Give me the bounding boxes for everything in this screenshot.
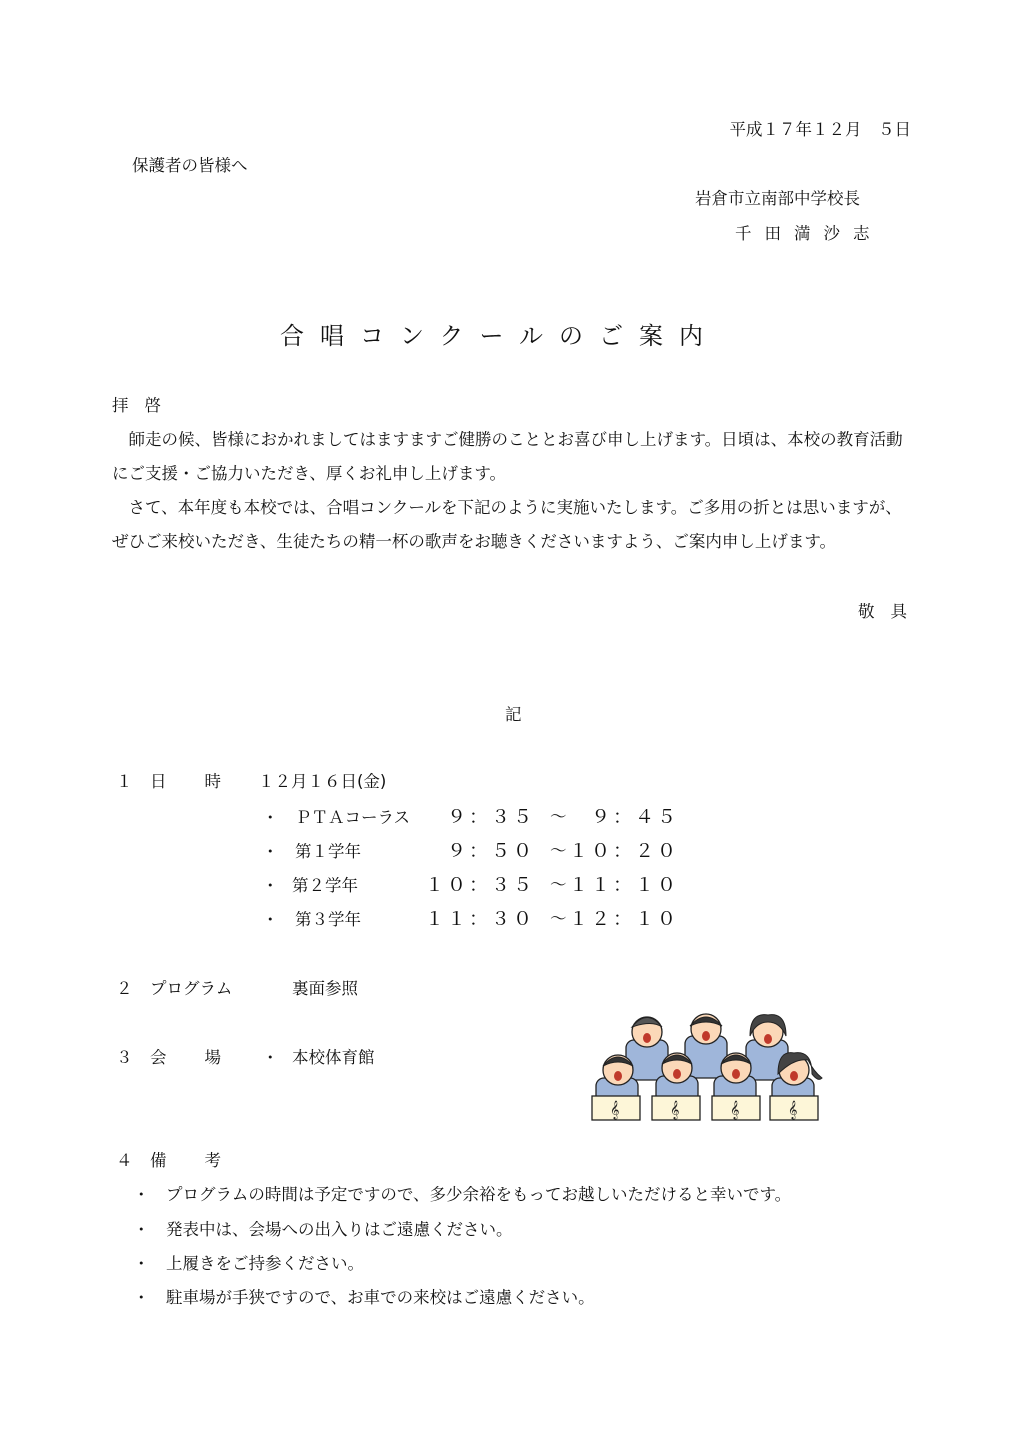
schedule-bullet: ・ (262, 876, 279, 895)
schedule-start: ９：５０ (446, 840, 535, 862)
item-2-number: ２ (116, 979, 133, 998)
item-1-date: １２月１６日(金) (258, 772, 387, 791)
sender-org: 岩倉市立南部中学校長 (695, 189, 860, 208)
schedule-name: ＰＴＡコーラス (295, 808, 411, 827)
svg-text:𝄞: 𝄞 (670, 1100, 680, 1119)
item-3-value: 本校体育館 (292, 1048, 375, 1067)
item-1-number: １ (116, 772, 133, 791)
item-3-label: 会場 (150, 1048, 259, 1067)
schedule-bullet: ・ (262, 910, 279, 929)
document-title: 合唱コンクールのご案内 (280, 322, 720, 350)
schedule-end: １１：１０ (568, 874, 679, 896)
notes-bullet: ・ (133, 1185, 150, 1204)
body-paragraph: さて、本年度も本校では、合唱コンクールを下記のように実施いたします。ご多用の折とは思いますが、ぜひご来校いただき、生徒たちの精一杯の歌声をお聴きくださいますよう、ご案内申し上げます。 (112, 498, 902, 551)
item-2-value: 裏面参照 (292, 979, 358, 998)
body-text (112, 423, 912, 559)
notes-bullet: ・ (133, 1254, 150, 1273)
schedule-start: １０：３５ (424, 874, 535, 896)
schedule-name: 第３学年 (295, 910, 361, 929)
salutation: 拝啓 (112, 396, 177, 415)
schedule-sep: ～ (550, 807, 567, 826)
recipient: 保護者の皆様へ (132, 156, 248, 175)
schedule-name: 第２学年 (292, 876, 358, 895)
closing: 敬具 (858, 602, 923, 621)
notes-text: 駐車場が手狭ですので、お車での来校はご遠慮ください。 (166, 1288, 595, 1307)
item-4-label: 備考 (150, 1151, 259, 1170)
item-3-bullet: ・ (262, 1048, 279, 1067)
schedule-sep: ～ (550, 841, 567, 860)
document-date: 平成１７年１２月 ５日 (729, 120, 911, 139)
item-4-number: ４ (116, 1151, 133, 1170)
sender-name: 千田満沙志 (735, 224, 883, 243)
schedule-name: 第１学年 (295, 842, 361, 861)
body-paragraph: 師走の候、皆様におかれましてはますますご健勝のこととお喜び申し上げます。日頃は、本校の教育活動にご支援・ご協力いただき、厚くお礼申し上げます。 (112, 430, 903, 483)
notes-text: 発表中は、会場への出入りはご遠慮ください。 (166, 1220, 513, 1239)
schedule-sep: ～ (550, 909, 567, 928)
schedule-bullet: ・ (262, 808, 279, 827)
notes-bullet: ・ (133, 1220, 150, 1239)
schedule-end: １２：１０ (568, 908, 679, 930)
ki-heading: 記 (505, 705, 522, 724)
notes-text: 上履きをご持参ください。 (166, 1254, 364, 1273)
notes-bullet: ・ (133, 1288, 150, 1307)
schedule-end: １０：２０ (568, 840, 679, 862)
item-2-label: プログラム (150, 979, 233, 998)
schedule-start: １１：３０ (424, 908, 535, 930)
item-3-number: ３ (116, 1048, 133, 1067)
svg-text:𝄞: 𝄞 (788, 1100, 798, 1119)
schedule-start: ９：３５ (446, 806, 535, 828)
notes-text: プログラムの時間は予定ですので、多少余裕をもってお越しいただけると幸いです。 (166, 1185, 792, 1204)
item-1-label: 日時 (150, 772, 259, 791)
schedule-sep: ～ (550, 875, 567, 894)
schedule-bullet: ・ (262, 842, 279, 861)
choir-illustration (588, 1012, 828, 1124)
svg-text:𝄞: 𝄞 (610, 1100, 620, 1119)
svg-text:𝄞: 𝄞 (730, 1100, 740, 1119)
schedule-end: ９：４５ (590, 806, 679, 828)
